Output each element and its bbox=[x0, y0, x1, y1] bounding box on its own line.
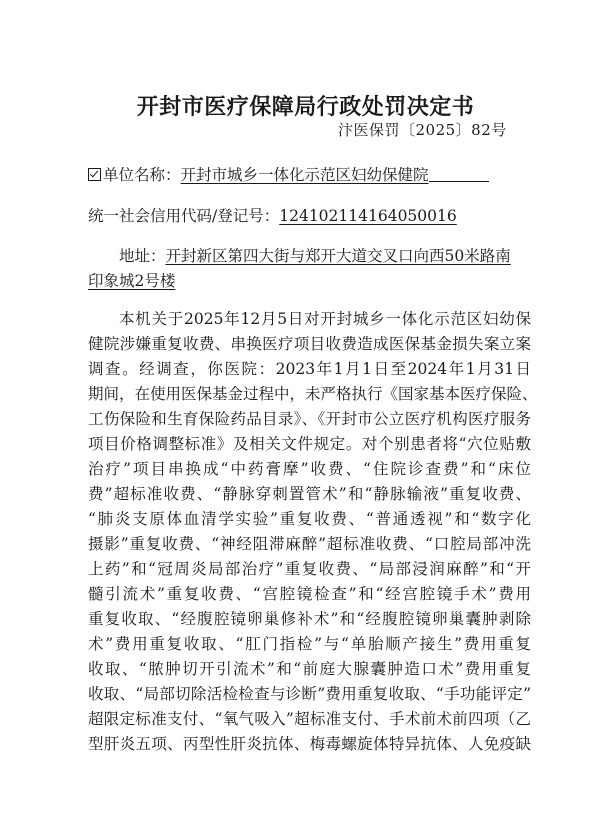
body-line: 收取、“脓肿切开引流术”和“前庭大腺囊肿造口术”费用重复 bbox=[88, 660, 531, 678]
body-line: 收取、“局部切除活检检查与诊断”费用重复收取、“手功能评定” bbox=[88, 685, 531, 703]
document-number: 汴医保罚〔2025〕82号 bbox=[338, 121, 507, 139]
body-line: “肺炎支原体血清学实验”重复收费、“普通透视”和“数字化 bbox=[88, 510, 531, 528]
body-line: 健院涉嫌重复收费、串换医疗项目收费造成医保基金损失案立案 bbox=[88, 335, 531, 353]
credit-code-value: 124102114164050016 bbox=[279, 207, 457, 225]
checkbox-checked-icon bbox=[88, 168, 101, 181]
unit-label: 单位名称： bbox=[103, 166, 181, 184]
body-line: 型肝炎五项、丙型性肝炎抗体、梅毒螺旋体特异抗体、人免疫缺 bbox=[88, 735, 531, 753]
address-line-2: 印象城2号楼 bbox=[88, 272, 176, 290]
credit-code-label: 统一社会信用代码/登记号： bbox=[88, 207, 280, 225]
address-row bbox=[119, 244, 511, 266]
document-title: 开封市医疗保障局行政处罚决定书 bbox=[136, 94, 475, 120]
body-line: 超限定标准支付、“氧气吸入”超标准支付、手术前术前四项（乙 bbox=[88, 710, 531, 728]
body-line: 术”费用重复收取、“肛门指检”与“单胎顺产接生”费用重复 bbox=[88, 635, 531, 653]
credit-code-row bbox=[88, 204, 457, 226]
body-line: 工伤保险和生育保险药品目录》、《开封市公立医疗机构医疗服务 bbox=[88, 410, 531, 428]
body-line: 费”超标准收费、“静脉穿刺置管术”和“静脉输液”重复收费、 bbox=[88, 485, 531, 503]
body-line: 摄影”重复收费、“神经阻滞麻醉”超标准收费、“口腔局部冲洗 bbox=[88, 535, 531, 553]
body-line: 治疗”项目串换成“中药膏摩”收费、“住院诊查费”和“床位 bbox=[88, 460, 531, 478]
unit-name-row bbox=[88, 163, 489, 185]
body-line: 调查。经调查，你医院：2023年1月1日至2024年1月31日 bbox=[88, 360, 531, 378]
address-row-2 bbox=[88, 269, 175, 291]
body-line: 上药”和“冠周炎局部治疗”重复收费、“局部浸润麻醉”和“开 bbox=[88, 560, 531, 578]
address-line-1: 开封新区第四大街与郑开大道交叉口向西50米路南 bbox=[165, 247, 511, 265]
unit-name-underline bbox=[429, 180, 489, 182]
address-label: 地址： bbox=[119, 247, 166, 265]
body-line: 重复收取、“经腹腔镜卵巢修补术”和“经腹腔镜卵巢囊肿剥除 bbox=[88, 610, 531, 628]
body-line: 期间，在使用医保基金过程中，未严格执行《国家基本医疗保险、 bbox=[88, 385, 538, 403]
body-line: 项目价格调整标准》及相关文件规定。对个别患者将“穴位贴敷 bbox=[88, 435, 531, 453]
body-line: 本机关于2025年12月5日对开封城乡一体化示范区妇幼保 bbox=[119, 310, 531, 328]
unit-name: 开封市城乡一体化示范区妇幼保健院 bbox=[180, 166, 429, 184]
body-line: 髓引流术”重复收费、“宫腔镜检查”和“经宫腔镜手术”费用 bbox=[88, 585, 531, 603]
